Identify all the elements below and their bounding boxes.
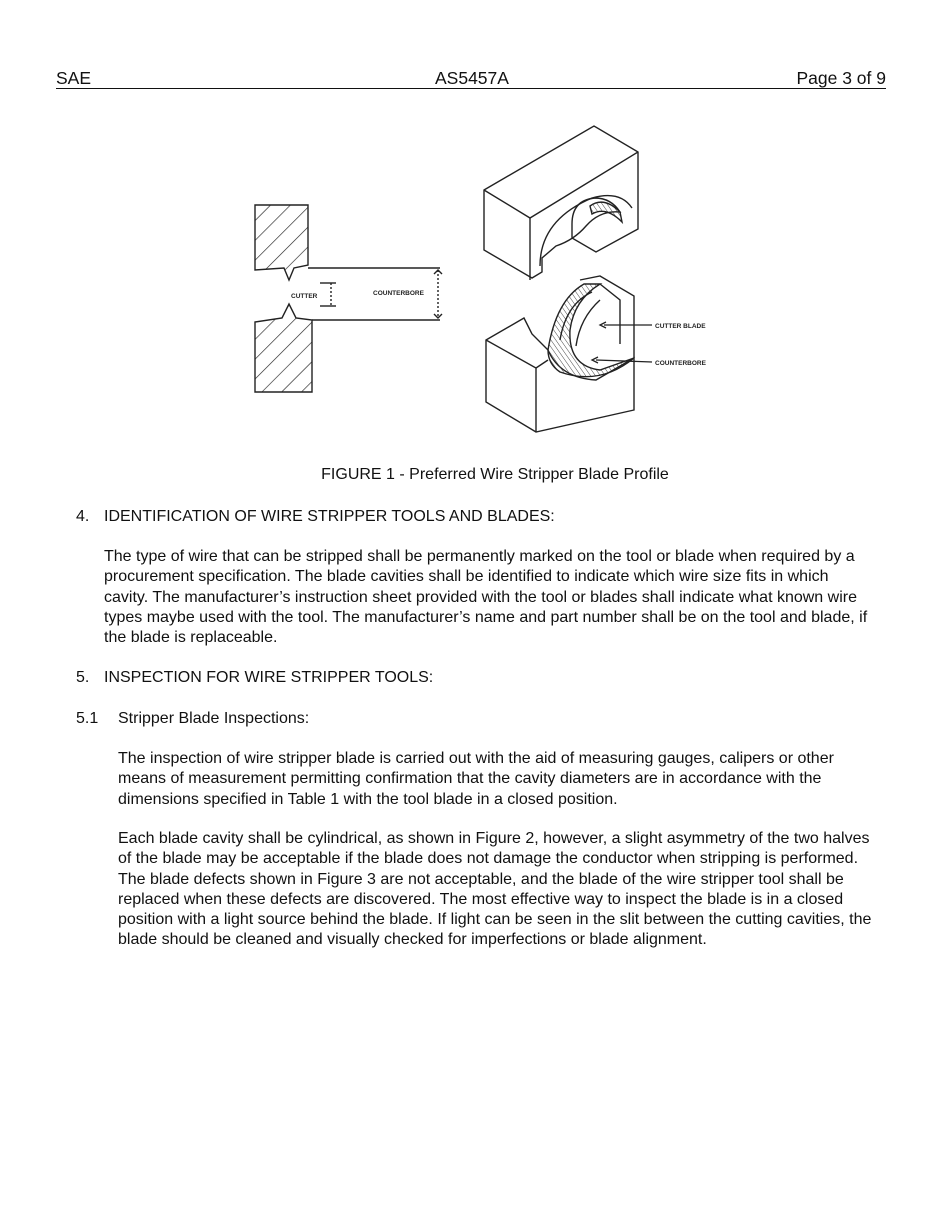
header-org: SAE: [56, 68, 92, 88]
section-4-number: 4.: [76, 508, 90, 525]
header-doc-number: AS5457A: [435, 68, 509, 88]
upper-blade-block: [484, 126, 638, 280]
blade-cross-section: [255, 205, 442, 392]
section-5-1-title: Stripper Blade Inspections:: [118, 710, 310, 727]
section-4-paragraph: The type of wire that can be stripped shall be permanently marked on the tool or blade when required by a procurement specification. The blade cavities shall be identified to indicate which wire size fits in which cavity. The manufacturer’s instruction sheet provided with the tool or blades shall indicate what known wire types maybe used with the tool. The manufacturer’s name and part number shall be on the tool and blade, if the blade is replaceable.: [104, 548, 868, 647]
section-5-1-number: 5.1: [76, 710, 99, 727]
section-4-title: IDENTIFICATION OF WIRE STRIPPER TOOLS AND BLADES:: [104, 508, 555, 525]
figure-leaders: [592, 322, 652, 363]
label-cutter-blade: CUTTER BLADE: [655, 323, 706, 330]
figure-caption: FIGURE 1 - Preferred Wire Stripper Blade Profile: [321, 466, 669, 483]
label-counterbore: COUNTERBORE: [373, 290, 424, 297]
section-5-1-paragraph-2: Each blade cavity shall be cylindrical, as shown in Figure 2, however, a slight asymmetry of the two halves of the blade may be acceptable if the blade does not damage the conductor when stripping is performed. The blade defects shown in Figure 3 are not acceptable, and the blade of the wire stripper tool shall be replaced when these defects are discovered. The most effective way to inspect the blade is in a closed position with a light source behind the blade. If light can be seen in the slit between the cutting cavities, the blade should be cleaned and visually checked for imperfections or blade alignment.: [118, 830, 872, 949]
section-5-title: INSPECTION FOR WIRE STRIPPER TOOLS:: [104, 669, 434, 686]
header-page-number: Page 3 of 9: [796, 68, 886, 88]
label-counterbore-right: COUNTERBORE: [655, 360, 706, 367]
section-5-number: 5.: [76, 669, 90, 686]
figure-1-blade-profile: [250, 122, 720, 440]
lower-blade-block: [486, 276, 634, 432]
label-cutter: CUTTER: [291, 293, 318, 300]
page-header: [56, 68, 886, 89]
section-5-1-paragraph-1: The inspection of wire stripper blade is carried out with the aid of measuring gauges, calipers or other means of measurement permitting confirmation that the cavity diameters are in accordance with the dimensions specified in Table 1 with the tool blade in a closed position.: [118, 750, 834, 808]
